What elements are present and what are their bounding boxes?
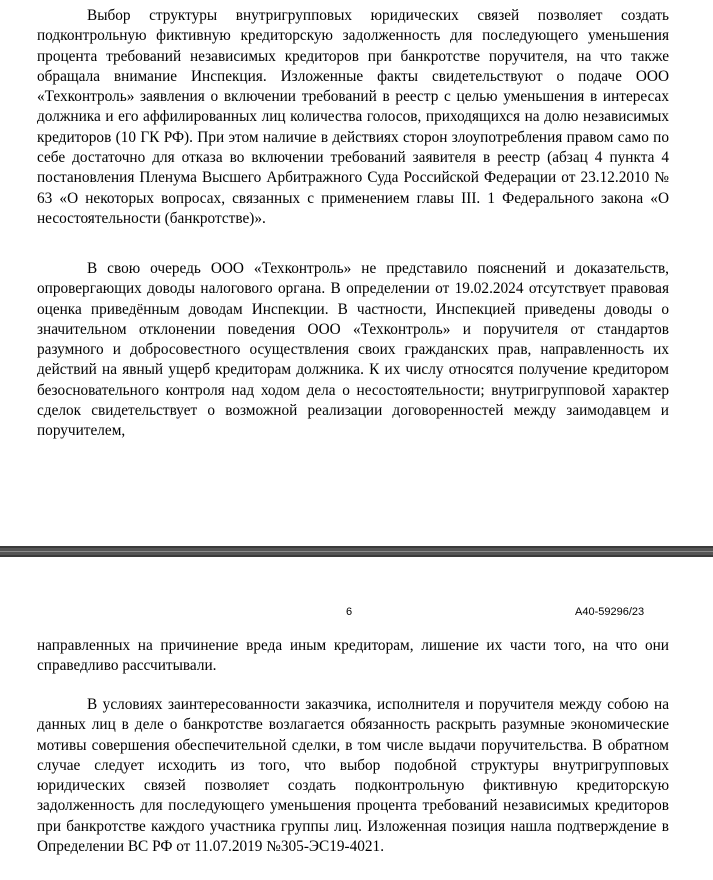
case-number: А40-59296/23 <box>575 606 645 618</box>
page-separator <box>0 546 713 557</box>
paragraph: направленных на причинение вреда иным кредиторам, лишение их части того, на что они справедливо рассчитывали. <box>37 637 669 675</box>
page-number: 6 <box>346 606 353 618</box>
paragraph-tekhkontrol-position <box>37 259 669 442</box>
paragraph: Выбор структуры внутригрупповых юридических связей позволяет создать подконтрольную фиктивную кредиторскую задолженность для последующего уменьшения процента требований независимых кредиторов при банкротстве поручителя, на что также обращала внимание Инспекция. Изложенные факты свидетельствуют о подаче ООО «Техконтроль» заявления о включении требований в реестр с целью уменьшения в интересах должника и его аффилированных лиц количества голосов, приходящихся на долю независимых кредиторов (10 ГК РФ). При этом наличие в действиях сторон злоупотребления правом само по себе достаточно для отказа во включении требований заявителя в реестр (абзац 4 пункта 4 постановления Пленума Высшего Арбитражного Суда Российской Федерации от 23.12.2010 № 63 «О некоторых вопросах, связанных с применением главы III. 1 Федерального закона «О несостоятельности (банкротстве)». <box>37 7 669 227</box>
paragraph: В свою очередь ООО «Техконтроль» не представило пояснений и доказательств, опровергающих доводы налогового органа. В определении от 19.02.2024 отсутствует правовая оценка приведённым доводам Инспекции. В частности, Инспекцией приведены доводы о значительном отклонении поведения ООО «Техконтроль» и поручителя от стандартов разумного и добросовестного осуществления своих гражданских прав, направленность их действий на явный ущерб кредиторам должника. К их числу относятся получение кредитором безосновательного контроля над ходом дела о несостоятельности; внутригрупповой характер сделок свидетельствует о возможной реализации договоренностей между заимодавцем и поручителем, <box>37 260 669 440</box>
paragraph-continuation <box>37 636 669 677</box>
paragraph-group-structure <box>37 6 669 229</box>
paragraph-interested-parties <box>37 695 669 857</box>
paragraph: В условиях заинтересованности заказчика, исполнителя и поручителя между собою на данных лиц в деле о банкротстве возлагается обязанность раскрыть разумные экономические мотивы совершения обеспечительной сделки, в том числе выдачи поручительства. В обратном случае следует исходить из того, что выбор подобной структуры внутригрупповых юридических связей позволяет создать подконтрольную фиктивную кредиторскую задолженность для последующего уменьшения процента требований независимых кредиторов при банкротстве каждого участника группы лиц. Изложенная позиция нашла подтверждение в Определении ВС РФ от 11.07.2019 №305-ЭС19-4021. <box>37 696 669 856</box>
